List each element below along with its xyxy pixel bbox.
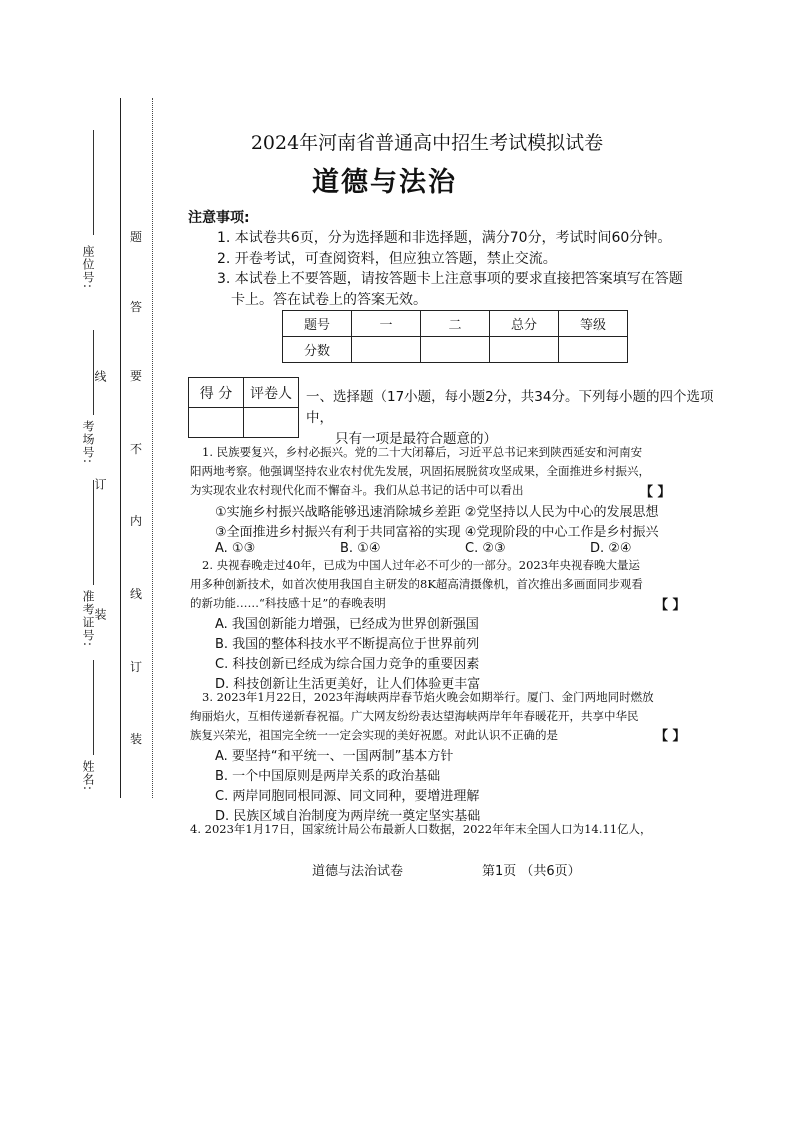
margin-mark: 线 — [130, 587, 143, 601]
score-cell[interactable] — [352, 337, 421, 363]
answer-bracket: 【 】 — [655, 729, 686, 744]
score-header: 总分 — [490, 311, 559, 337]
statement-line: ①实施乡村振兴战略能够迅速消除城乡差距 ②党坚持以人民为中心的发展思想 — [215, 505, 659, 520]
question-line: 用多种创新技术，如首次使用我国自主研发的8K超高清摄像机，首次推出多画面同步观看 — [190, 577, 643, 591]
ticket-number-label: 准考证号: — [81, 590, 95, 648]
question-4 — [190, 820, 730, 839]
score-cell[interactable] — [490, 337, 559, 363]
question-line: 2. 央视春晚走过40年，已成为中国人过年必不可少的一部分。2023年央视春晚大量运 — [202, 558, 641, 572]
subject-title: 道德与法治 — [312, 167, 457, 198]
option-c[interactable]: C. 科技创新已经成为综合国力竞争的重要因素 — [215, 657, 480, 672]
answer-bracket: 【 】 — [655, 598, 686, 613]
grader-table — [188, 377, 299, 438]
notice-item: 2. 开卷考试，可查阅资料，但应独立答题，禁止交流。 — [217, 251, 557, 267]
option-b[interactable]: B. 我国的整体科技水平不断提高位于世界前列 — [215, 637, 480, 652]
option-d[interactable]: D. 民族区域自治制度为两岸统一奠定坚实基础 — [215, 809, 481, 824]
name-label: 姓名: — [81, 760, 95, 792]
option-a[interactable]: A. 要坚持“和平统一、一国两制”基本方针 — [215, 749, 454, 764]
section-title — [306, 387, 726, 450]
grader-score-cell[interactable] — [189, 408, 244, 438]
score-header: 二 — [421, 311, 490, 337]
footer-page: 第1页 （共6页） — [482, 864, 581, 879]
margin-mark: 要 — [130, 369, 143, 383]
margin-mark: 不 — [130, 442, 143, 456]
question-line: 阳两地考察。他强调坚持农业农村优先发展，巩固拓展脱贫攻坚成果，全面推进乡村振兴， — [190, 464, 650, 478]
notice-item: 卡上。答在试卷上的答案无效。 — [231, 292, 427, 308]
option-b[interactable]: B. 一个中国原则是两岸关系的政治基础 — [215, 769, 441, 784]
score-cell[interactable] — [421, 337, 490, 363]
section-title-line: 一、选择题（17小题，每小题2分，共34分。下列每小题的四个选项中， — [306, 389, 714, 426]
grader-name-label: 评卷人 — [244, 378, 299, 408]
grader-score-label: 得 分 — [189, 378, 244, 408]
seat-number-label: 座位号: — [81, 245, 95, 290]
answer-bracket: 【 】 — [640, 485, 671, 500]
margin-mark: 内 — [130, 514, 143, 528]
binding-mark-line: 线 — [93, 370, 107, 383]
notice-heading: 注意事项: — [188, 210, 250, 226]
choice-c[interactable]: C. ②③ — [465, 541, 506, 556]
choice-a[interactable]: A. ①③ — [215, 541, 256, 556]
margin-mark: 订 — [130, 660, 143, 674]
name-field[interactable] — [93, 660, 94, 755]
margin-mark: 题 — [130, 230, 143, 244]
section-title-line: 只有一项是最符合题意的） — [335, 431, 497, 447]
question-line: 1. 民族要复兴，乡村必振兴。党的二十大闭幕后，习近平总书记来到陕西延安和河南安 — [202, 445, 643, 459]
ticket-number-field[interactable] — [93, 480, 94, 585]
question-line: 绚丽焰火，互相传递新春祝福。广大网友纷纷表达望海峡两岸年年春暖花开，共享中华民 — [190, 709, 639, 723]
question-line: 4. 2023年1月17日，国家统计局公布最新人口数据，2022年年末全国人口为14.11亿人， — [190, 822, 652, 836]
margin-mark: 答 — [130, 300, 143, 314]
score-table — [282, 310, 628, 363]
statement-line: ③全面推进乡村振兴有利于共同富裕的实现 ④党现阶段的中心工作是乡村振兴 — [215, 525, 659, 540]
choice-d[interactable]: D. ②④ — [590, 541, 632, 556]
notice-item: 1. 本试卷共6页，分为选择题和非选择题，满分70分，考试时间60分钟。 — [217, 230, 672, 246]
cut-line — [152, 98, 153, 798]
footer-subject: 道德与法治试卷 — [312, 864, 404, 879]
question-line: 的新功能……“科技感十足”的春晚表明 — [190, 596, 386, 610]
exam-title: 2024年河南省普通高中招生考试模拟试卷 — [250, 132, 604, 154]
score-header: 一 — [352, 311, 421, 337]
question-line: 族复兴荣光，祖国完全统一一定会实现的美好祝愿。对此认识不正确的是 — [190, 728, 558, 742]
choice-b[interactable]: B. ①④ — [340, 541, 381, 556]
grader-name-cell[interactable] — [244, 408, 299, 438]
room-number-label: 考场号: — [81, 420, 95, 465]
question-3 — [190, 688, 720, 745]
question-line: 为实现农业农村现代化而不懈奋斗。我们从总书记的话中可以看出 — [190, 483, 524, 497]
notice-item: 3. 本试卷上不要答题，请按答题卡上注意事项的要求直接把答案填写在答题 — [217, 271, 683, 287]
option-a[interactable]: A. 我国创新能力增强，已经成为世界创新强国 — [215, 617, 479, 632]
margin-mark: 装 — [130, 732, 143, 746]
binding-mark-ding: 订 — [93, 478, 107, 491]
option-c[interactable]: C. 两岸同胞同根同源、同文同种，要增进理解 — [215, 789, 480, 804]
score-header: 题号 — [283, 311, 352, 337]
score-row-label: 分数 — [283, 337, 352, 363]
question-line: 3. 2023年1月22日，2023年海峡两岸春节焰火晚会如期举行。厦门、金门两地同时燃放 — [202, 690, 654, 704]
score-header: 等级 — [559, 311, 628, 337]
binding-line — [120, 98, 121, 798]
score-cell[interactable] — [559, 337, 628, 363]
option-d[interactable]: D. 科技创新让生活更美好，让人们体验更丰富 — [215, 677, 481, 692]
question-2 — [190, 556, 720, 613]
binding-mark-zhuang: 装 — [93, 608, 107, 621]
